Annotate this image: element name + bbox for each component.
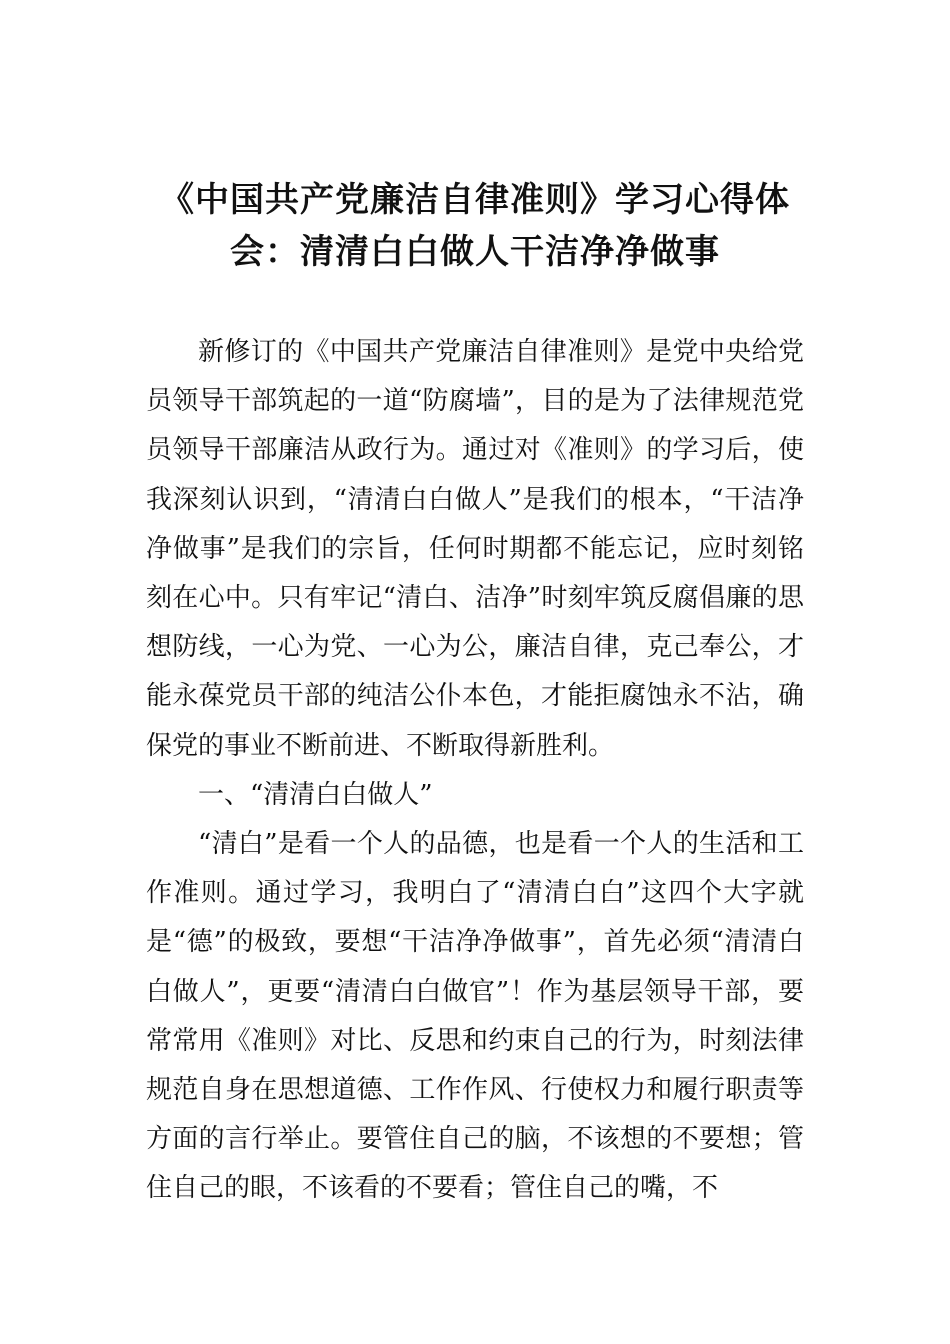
body-paragraph-section-1: “清白”是看一个人的品德，也是看一个人的生活和工作准则。通过学习，我明白了“清清白白”这四个大字就是“德”的极致，要想“干洁净净做事”，首先必须“清清白白做人”，更要“清清白白做官”！作为基层领导干部，要常常用《准则》对比、反思和约束自己的行为，时刻法律规范自身在思想道德、工作作风、行使权力和履行职责等方面的言行举止。要管住自己的脑，不该想的不要想；管住自己的眼，不该看的不要看；管住自己的嘴，不 xyxy=(146,829,804,1204)
document-body xyxy=(146,328,804,1214)
document-title: 《中国共产党廉洁自律准则》学习心得体会：清清白白做人干洁净净做事 xyxy=(160,180,790,272)
section-heading-1: 一、“清清白白做人” xyxy=(198,779,433,810)
body-paragraph-intro: 新修订的《中国共产党廉洁自律准则》是党中央给党员领导干部筑起的一道“防腐墙”，目的是为了法律规范党员领导干部廉洁从政行为。通过对《准则》的学习后，使我深刻认识到，“清清白白做人”是我们的根本，“干洁净净做事”是我们的宗旨，任何时期都不能忘记，应时刻铭刻在心中。只有牢记“清白、洁净”时刻牢筑反腐倡廉的思想防线，一心为党、一心为公，廉洁自律，克己奉公，才能永葆党员干部的纯洁公仆本色，才能拒腐蚀永不沾，确保党的事业不断前进、不断取得新胜利。 xyxy=(146,337,804,761)
